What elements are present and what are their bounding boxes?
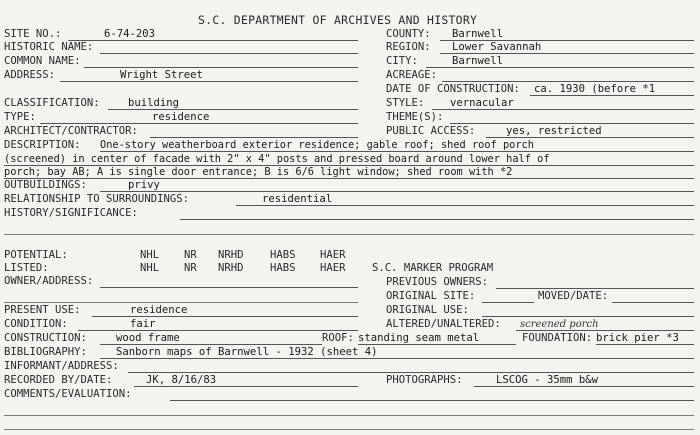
present-use-value: residence (130, 304, 188, 316)
themes-underline (450, 123, 694, 124)
altered-value-handwritten: screened porch (520, 319, 599, 330)
potential-habs: HABS (270, 249, 296, 261)
marker-program-label: S.C. MARKER PROGRAM (372, 262, 494, 274)
comments-blank-line-2 (4, 429, 694, 430)
date-of-construction-value: ca. 1930 (before *1 (534, 83, 656, 95)
moved-date-underline (612, 302, 694, 303)
relationship-value: residential (262, 193, 333, 205)
architect-label: ARCHITECT/CONTRACTOR: (4, 125, 138, 137)
themes-label: THEME(S): (386, 111, 444, 123)
original-use-underline (482, 316, 694, 317)
style-label: STYLE: (386, 97, 425, 109)
city-value: Barnwell (452, 55, 504, 67)
site-no-label: SITE NO.: (4, 28, 62, 40)
listed-habs: HABS (270, 262, 296, 274)
description-line-3: porch; bay AB; A is single door entrance; B is 6/6 light window; shed room with *2 (4, 166, 513, 178)
photographs-value: LSCOG - 35mm b&w (496, 374, 599, 386)
type-label: TYPE: (4, 111, 36, 123)
original-use-label: ORIGINAL USE: (386, 304, 469, 316)
previous-owners-label: PREVIOUS OWNERS: (386, 276, 489, 288)
common-name-label: COMMON NAME: (4, 55, 81, 67)
owner-blank-line (4, 302, 358, 303)
potential-nrhd: NRHD (218, 249, 244, 261)
classification-label: CLASSIFICATION: (4, 97, 100, 109)
bibliography-value: Sanborn maps of Barnwell - 1932 (sheet 4) (116, 346, 378, 358)
original-site-underline (482, 302, 534, 303)
foundation-label: FOUNDATION: (522, 332, 593, 344)
description-label: DESCRIPTION: (4, 139, 81, 151)
historic-name-underline (100, 53, 358, 54)
original-site-label: ORIGINAL SITE: (386, 290, 476, 302)
listed-nr: NR (184, 262, 197, 274)
architect-underline (150, 137, 358, 138)
potential-haer: HAER (320, 249, 346, 261)
condition-value: fair (130, 318, 156, 330)
type-value: residence (152, 111, 210, 123)
outbuildings-label: OUTBUILDINGS: (4, 179, 87, 191)
potential-nr: NR (184, 249, 197, 261)
acreage-label: ACREAGE: (386, 69, 438, 81)
historic-name-label: HISTORIC NAME: (4, 41, 94, 53)
construction-label: CONSTRUCTION: (4, 332, 87, 344)
region-value: Lower Savannah (452, 41, 542, 53)
common-name-underline (84, 67, 358, 68)
comments-label: COMMENTS/EVALUATION: (4, 388, 132, 400)
outbuildings-value: privy (128, 179, 160, 191)
history-label: HISTORY/SIGNIFICANCE: (4, 207, 138, 219)
recorded-by-value: JK, 8/16/83 (146, 374, 217, 386)
address-value: Wright Street (120, 69, 203, 81)
present-use-label: PRESENT USE: (4, 304, 81, 316)
comments-blank-line-1 (4, 415, 694, 416)
recorded-by-label: RECORDED BY/DATE: (4, 374, 113, 386)
description-underline-1 (100, 151, 694, 152)
photographs-label: PHOTOGRAPHS: (386, 374, 463, 386)
construction-value: wood frame (116, 332, 180, 344)
comments-underline (170, 400, 694, 401)
condition-label: CONDITION: (4, 318, 68, 330)
listed-label: LISTED: (4, 262, 49, 274)
address-underline (60, 81, 358, 82)
style-value: vernacular (450, 97, 514, 109)
classification-value: building (128, 97, 180, 109)
description-underline-3 (4, 178, 694, 179)
outbuildings-underline (100, 191, 694, 192)
history-underline (180, 219, 694, 220)
foundation-value: brick pier *3 (596, 332, 679, 344)
history-blank-line (4, 234, 694, 235)
public-access-value: yes, restricted (506, 125, 602, 137)
moved-date-label: MOVED/DATE: (538, 290, 609, 302)
site-no-value: 6-74-203 (104, 28, 156, 40)
altered-label: ALTERED/UNALTERED: (386, 318, 501, 330)
bibliography-label: BIBLIOGRAPHY: (4, 346, 87, 358)
previous-owners-underline (496, 288, 694, 289)
relationship-label: RELATIONSHIP TO SURROUNDINGS: (4, 193, 189, 205)
potential-nhl: NHL (140, 249, 160, 261)
description-line-2: (screened) in center of facade with 2" x 4" posts and pressed board around lower half of (4, 153, 550, 165)
date-of-construction-label: DATE OF CONSTRUCTION: (386, 83, 520, 95)
owner-underline (100, 287, 358, 288)
informant-underline (128, 372, 694, 373)
city-label: CITY: (386, 55, 418, 67)
condition-underline (78, 330, 358, 331)
roof-value: standing seam metal (358, 332, 480, 344)
listed-nrhd: NRHD (218, 262, 244, 274)
acreage-underline (442, 81, 694, 82)
public-access-label: PUBLIC ACCESS: (386, 125, 476, 137)
potential-label: POTENTIAL: (4, 249, 68, 261)
listed-nhl: NHL (140, 262, 160, 274)
informant-label: INFORMANT/ADDRESS: (4, 360, 119, 372)
owner-address-label: OWNER/ADDRESS: (4, 275, 94, 287)
roof-label: ROOF: (322, 332, 354, 344)
county-value: Barnwell (452, 28, 504, 40)
county-label: COUNTY: (386, 28, 431, 40)
listed-haer: HAER (320, 262, 346, 274)
description-line-1: One-story weatherboard exterior residence; gable roof; shed roof porch (100, 139, 534, 151)
form-title: S.C. DEPARTMENT OF ARCHIVES AND HISTORY (198, 13, 478, 27)
region-label: REGION: (386, 41, 431, 53)
address-label: ADDRESS: (4, 69, 56, 81)
